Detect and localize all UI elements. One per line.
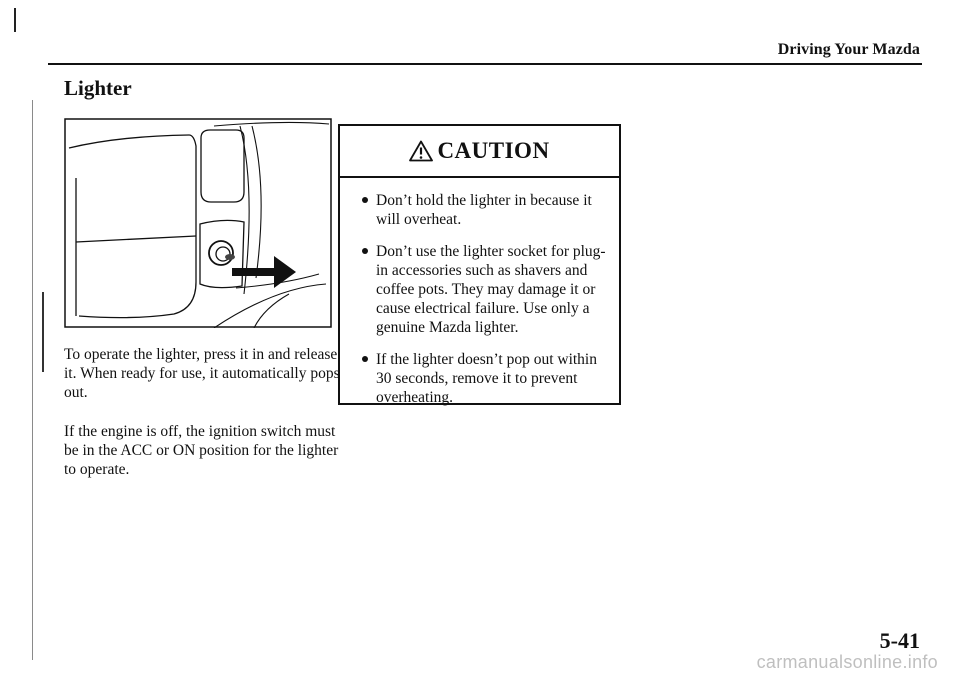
body-paragraph-operation: To operate the lighter, press it in and release it. When ready for use, it automatically pops out. — [64, 346, 340, 401]
binding-line — [32, 100, 33, 660]
section-title: Lighter — [64, 76, 132, 100]
caution-header — [340, 126, 619, 178]
page-number: 5-41 — [879, 628, 920, 653]
caution-item — [362, 242, 609, 337]
binding-tick — [42, 292, 44, 372]
binding-mark — [14, 8, 16, 32]
bullet-icon — [362, 248, 368, 254]
watermark: carmanualsonline.info — [756, 652, 938, 672]
lighter-socket-illustration — [64, 118, 332, 328]
bullet-icon — [362, 356, 368, 362]
caution-label: CAUTION — [437, 138, 550, 163]
caution-item-text: Don’t use the lighter socket for plug-in accessories such as shavers and coffee pots. They may damage it or cause electrical failure. Use only a genuine Mazda lighter. — [376, 243, 606, 336]
caution-box — [338, 124, 621, 405]
caution-item-text: Don’t hold the lighter in because it will overheat. — [376, 192, 592, 228]
header-rule — [48, 63, 922, 65]
caution-list — [340, 191, 619, 407]
body-paragraph-ignition: If the engine is off, the ignition switch must be in the ACC or ON position for the lighter to operate. — [64, 423, 339, 478]
caution-item-text: If the lighter doesn’t pop out within 30 seconds, remove it to prevent overheating. — [376, 351, 597, 406]
caution-item — [362, 191, 609, 229]
header-title: Driving Your Mazda — [777, 41, 920, 58]
warning-triangle-icon — [409, 140, 433, 162]
caution-item — [362, 350, 609, 407]
bullet-icon — [362, 197, 368, 203]
